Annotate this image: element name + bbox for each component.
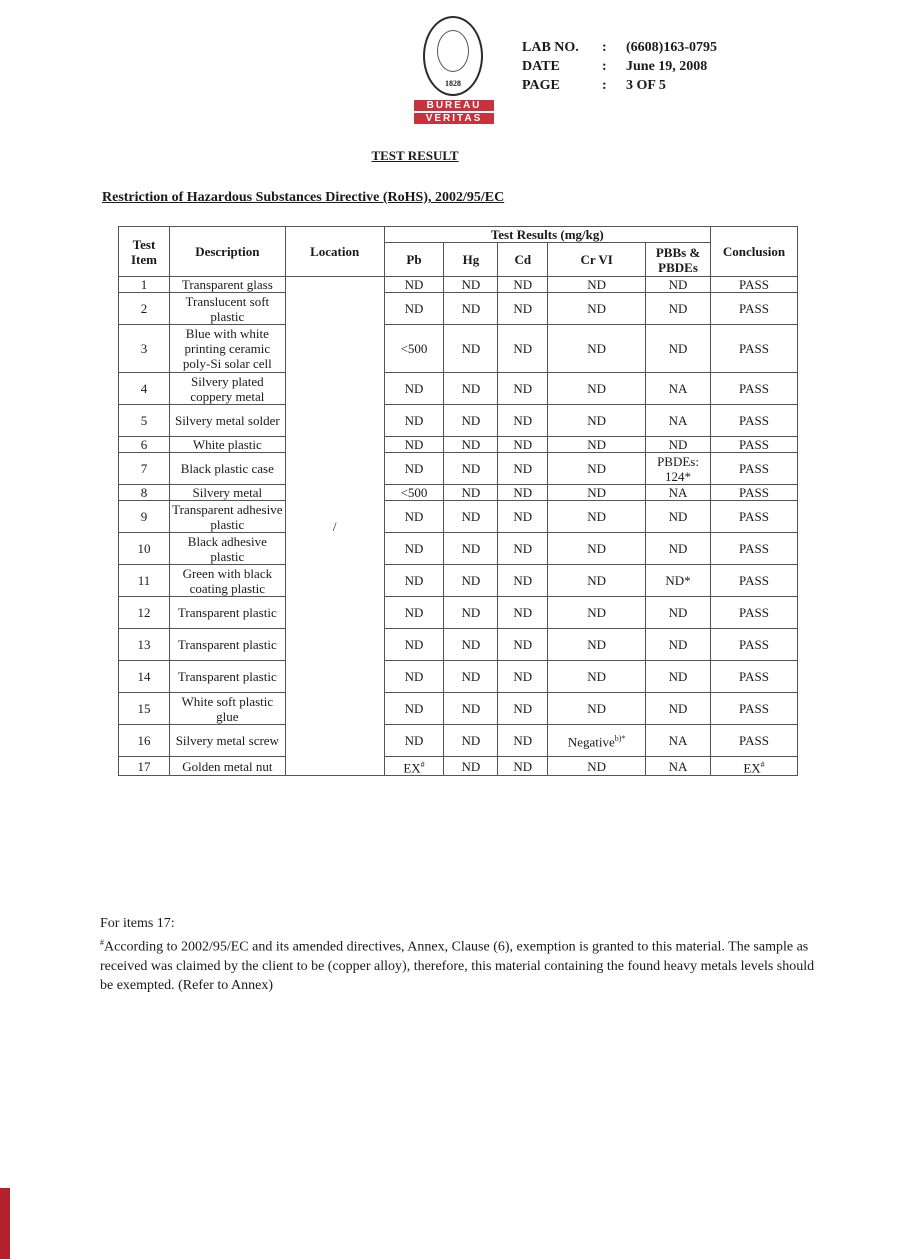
cell-value: ND xyxy=(668,277,688,292)
cell-description: Silvery metal screw xyxy=(169,725,285,757)
cell-pb xyxy=(384,501,444,533)
cell-concl xyxy=(711,725,798,757)
cell-value: ND xyxy=(404,733,424,748)
cell-value: ND xyxy=(404,605,424,620)
cell-pb xyxy=(384,757,444,776)
cell-value: ND* xyxy=(665,573,691,588)
cell-value: ND xyxy=(513,509,533,524)
table-row xyxy=(119,533,798,565)
cell-value: ND xyxy=(461,669,481,684)
cell-pbb xyxy=(646,629,711,661)
cell-cd xyxy=(498,693,548,725)
cell-test-item: 1 xyxy=(119,277,170,293)
cell-pbb xyxy=(646,597,711,629)
cell-test-item: 3 xyxy=(119,325,170,373)
table-row xyxy=(119,485,798,501)
cell-cd xyxy=(498,533,548,565)
cell-value: PASS xyxy=(739,509,769,524)
cell-value: ND xyxy=(587,605,607,620)
cell-test-item: 16 xyxy=(119,725,170,757)
cell-hg xyxy=(444,405,498,437)
cell-description: Transparent plastic xyxy=(169,629,285,661)
cell-test-item: 6 xyxy=(119,437,170,453)
cell-value: NA xyxy=(668,381,688,396)
cell-concl xyxy=(711,501,798,533)
cell-description: White soft plastic glue xyxy=(169,693,285,725)
cell-value: NA xyxy=(668,758,688,774)
brand-line-2: VERITAS xyxy=(414,113,494,124)
cell-value: ND xyxy=(587,701,607,716)
cell-pb xyxy=(384,597,444,629)
cell-test-item: 5 xyxy=(119,405,170,437)
cell-value: PASS xyxy=(739,381,769,396)
cell-pb xyxy=(384,661,444,693)
cell-description: Golden metal nut xyxy=(169,757,285,776)
cell-description: Transparent glass xyxy=(169,277,285,293)
page-value: 3 OF 5 xyxy=(626,78,666,93)
header-location: Location xyxy=(285,227,384,277)
table-row xyxy=(119,277,798,293)
table-row xyxy=(119,293,798,325)
cell-value: ND xyxy=(587,381,607,396)
cell-concl xyxy=(711,277,798,293)
cell-value: ND xyxy=(668,701,688,716)
cell-concl xyxy=(711,437,798,453)
cell-hg xyxy=(444,373,498,405)
cell-concl xyxy=(711,565,798,597)
page-row xyxy=(522,76,717,95)
cell-value: ND xyxy=(513,605,533,620)
footnote-marker: # xyxy=(100,938,104,947)
cell-pbb xyxy=(646,405,711,437)
cell-pbb xyxy=(646,437,711,453)
cell-pb xyxy=(384,373,444,405)
table-row xyxy=(119,597,798,629)
cell-value: NA xyxy=(668,413,688,428)
cell-hg xyxy=(444,565,498,597)
header-conclusion: Conclusion xyxy=(711,227,798,277)
cell-value: ND xyxy=(404,461,424,476)
cell-concl xyxy=(711,661,798,693)
cell-pbb xyxy=(646,501,711,533)
cell-concl xyxy=(711,325,798,373)
cell-value: ND xyxy=(587,437,607,452)
cell-value: ND xyxy=(513,437,533,452)
cell-value: ND xyxy=(404,509,424,524)
cell-value: ND xyxy=(461,701,481,716)
cell-value: ND xyxy=(587,301,607,316)
table-row xyxy=(119,453,798,485)
cell-value: ND xyxy=(461,605,481,620)
bureau-veritas-logo xyxy=(414,16,494,124)
cell-value: PASS xyxy=(739,341,769,356)
lab-no-value: (6608)163-0795 xyxy=(626,40,717,55)
colon: : xyxy=(602,40,607,55)
cell-test-item: 17 xyxy=(119,757,170,776)
cell-value: ND xyxy=(513,301,533,316)
cell-test-item: 13 xyxy=(119,629,170,661)
cell-description: Transparent plastic xyxy=(169,597,285,629)
header-description: Description xyxy=(169,227,285,277)
cell-value: ND xyxy=(404,541,424,556)
cell-pb xyxy=(384,453,444,485)
cell-crvi xyxy=(548,293,646,325)
cell-description: Transparent adhesive plastic xyxy=(169,501,285,533)
footnote-body xyxy=(100,933,830,995)
cell-value: PASS xyxy=(739,461,769,476)
cell-cd xyxy=(498,293,548,325)
cell-description: White plastic xyxy=(169,437,285,453)
cell-crvi xyxy=(548,405,646,437)
cell-crvi xyxy=(548,453,646,485)
cell-superscript: # xyxy=(760,760,765,769)
cell-hg xyxy=(444,629,498,661)
cell-test-item: 2 xyxy=(119,293,170,325)
cell-value: PASS xyxy=(739,733,769,748)
cell-value: PASS xyxy=(739,637,769,652)
cell-value: PASS xyxy=(739,437,769,452)
cell-value: ND xyxy=(404,573,424,588)
cell-cd xyxy=(498,437,548,453)
cell-test-item: 8 xyxy=(119,485,170,501)
cell-value: ND xyxy=(513,733,533,748)
table-row xyxy=(119,405,798,437)
date-row xyxy=(522,57,717,76)
cell-pbb xyxy=(646,373,711,405)
table-row xyxy=(119,501,798,533)
cell-value: ND xyxy=(461,509,481,524)
cell-pbb xyxy=(646,453,711,485)
brand-wordmark xyxy=(414,100,494,124)
cell-concl xyxy=(711,485,798,501)
cell-pbb xyxy=(646,533,711,565)
cell-cd xyxy=(498,485,548,501)
report-meta xyxy=(522,38,717,95)
cell-pb xyxy=(384,533,444,565)
table-row xyxy=(119,693,798,725)
cell-value: PASS xyxy=(739,701,769,716)
cell-value: PASS xyxy=(739,605,769,620)
header-pbbs-pbdes: PBBs & PBDEs xyxy=(646,243,711,277)
cell-cd xyxy=(498,565,548,597)
cell-crvi xyxy=(548,437,646,453)
table-row xyxy=(119,629,798,661)
header-test-results: Test Results (mg/kg) xyxy=(384,227,710,243)
cell-value: ND xyxy=(668,437,688,452)
table-row xyxy=(119,725,798,757)
cell-hg xyxy=(444,757,498,776)
header-cd: Cd xyxy=(498,243,548,277)
cell-description: Silvery metal solder xyxy=(169,405,285,437)
cell-value: ND xyxy=(461,758,481,774)
cell-description: Green with black coating plastic xyxy=(169,565,285,597)
cell-test-item: 4 xyxy=(119,373,170,405)
cell-value: ND xyxy=(587,669,607,684)
cell-description: Black plastic case xyxy=(169,453,285,485)
cell-hg xyxy=(444,277,498,293)
cell-location: / xyxy=(285,277,384,776)
header-crvi: Cr VI xyxy=(548,243,646,277)
seal-year: 1828 xyxy=(445,79,461,88)
cell-pbb xyxy=(646,725,711,757)
cell-value: ND xyxy=(461,301,481,316)
cell-value: ND xyxy=(461,541,481,556)
cell-crvi xyxy=(548,693,646,725)
cell-test-item: 9 xyxy=(119,501,170,533)
cell-value: ND xyxy=(461,277,481,292)
cell-value: Negative xyxy=(567,734,615,750)
cell-value: ND xyxy=(513,381,533,396)
cell-pb xyxy=(384,565,444,597)
cell-cd xyxy=(498,373,548,405)
cell-crvi xyxy=(548,533,646,565)
brand-line-1: BUREAU xyxy=(414,100,494,111)
cell-value: ND xyxy=(587,277,607,292)
results-table xyxy=(118,226,798,776)
footnote-text: According to 2002/95/EC and its amended directives, Annex, Clause (6), exemption is granted to this material. The sample as received was claimed by the client to be (copper alloy), therefore, this material containing the found heavy metals levels should be exempted. (Refer to Annex) xyxy=(100,939,815,993)
cell-cd xyxy=(498,277,548,293)
cell-crvi xyxy=(548,661,646,693)
cell-value: ND xyxy=(404,437,424,452)
table-row xyxy=(119,565,798,597)
cell-value: PASS xyxy=(739,485,769,500)
cell-value: ND xyxy=(404,381,424,396)
cell-value: ND xyxy=(587,637,607,652)
cell-value: ND xyxy=(404,277,424,292)
cell-pb xyxy=(384,725,444,757)
cell-cd xyxy=(498,501,548,533)
cell-concl xyxy=(711,533,798,565)
cell-test-item: 15 xyxy=(119,693,170,725)
cell-hg xyxy=(444,661,498,693)
cell-crvi xyxy=(548,757,646,776)
cell-value: ND xyxy=(668,301,688,316)
page-edge-stripe xyxy=(0,1188,10,1259)
cell-value: ND xyxy=(461,637,481,652)
cell-pbb xyxy=(646,693,711,725)
cell-test-item: 7 xyxy=(119,453,170,485)
cell-value: ND xyxy=(587,461,607,476)
cell-pb xyxy=(384,293,444,325)
cell-value: PASS xyxy=(739,301,769,316)
cell-value: ND xyxy=(587,541,607,556)
cell-cd xyxy=(498,453,548,485)
cell-value: ND xyxy=(461,461,481,476)
cell-crvi xyxy=(548,277,646,293)
cell-hg xyxy=(444,597,498,629)
date-label: DATE xyxy=(522,59,560,74)
cell-value: ND xyxy=(587,758,607,774)
cell-hg xyxy=(444,325,498,373)
cell-value: <500 xyxy=(400,341,428,356)
cell-value: ND xyxy=(404,701,424,716)
cell-pbb xyxy=(646,325,711,373)
cell-value: ND xyxy=(587,509,607,524)
cell-hg xyxy=(444,725,498,757)
cell-value: ND xyxy=(513,461,533,476)
table-row xyxy=(119,325,798,373)
cell-value: ND xyxy=(461,485,481,500)
cell-test-item: 14 xyxy=(119,661,170,693)
cell-cd xyxy=(498,757,548,776)
table-row xyxy=(119,437,798,453)
cell-value: ND xyxy=(668,341,688,356)
section-title: Restriction of Hazardous Substances Directive (RoHS), 2002/95/EC xyxy=(102,190,505,205)
footnotes xyxy=(100,914,830,995)
header-pb: Pb xyxy=(384,243,444,277)
cell-concl xyxy=(711,629,798,661)
results-table-body xyxy=(119,277,798,776)
cell-crvi xyxy=(548,565,646,597)
cell-concl xyxy=(711,293,798,325)
colon: : xyxy=(602,78,607,93)
lab-no-label: LAB NO. xyxy=(522,40,579,55)
cell-pb xyxy=(384,437,444,453)
cell-value: ND xyxy=(461,573,481,588)
cell-value: ND xyxy=(404,413,424,428)
cell-pbb xyxy=(646,661,711,693)
cell-value: ND xyxy=(668,605,688,620)
cell-concl xyxy=(711,373,798,405)
cell-cd xyxy=(498,597,548,629)
header-test-item: Test Item xyxy=(119,227,170,277)
cell-value: ND xyxy=(513,541,533,556)
seal-emblem-icon xyxy=(423,16,483,96)
cell-crvi xyxy=(548,485,646,501)
cell-pbb xyxy=(646,293,711,325)
cell-description: Black adhesive plastic xyxy=(169,533,285,565)
cell-description: Transparent plastic xyxy=(169,661,285,693)
cell-value: ND xyxy=(668,637,688,652)
cell-value: PASS xyxy=(739,413,769,428)
cell-hg xyxy=(444,693,498,725)
cell-value: PASS xyxy=(739,573,769,588)
cell-value: ND xyxy=(404,301,424,316)
cell-value: PASS xyxy=(739,541,769,556)
cell-pbb xyxy=(646,565,711,597)
cell-value: ND xyxy=(513,637,533,652)
cell-pbb xyxy=(646,757,711,776)
date-value: June 19, 2008 xyxy=(626,59,708,74)
cell-value: <500 xyxy=(400,485,428,500)
cell-test-item: 11 xyxy=(119,565,170,597)
cell-value: ND xyxy=(461,413,481,428)
lab-no-row xyxy=(522,38,717,57)
cell-crvi xyxy=(548,597,646,629)
page-label: PAGE xyxy=(522,78,560,93)
cell-value: ND xyxy=(461,437,481,452)
cell-hg xyxy=(444,293,498,325)
cell-value: ND xyxy=(513,669,533,684)
cell-superscript: b)* xyxy=(614,734,626,744)
cell-crvi xyxy=(548,629,646,661)
cell-value: PBDEs: 124* xyxy=(657,453,699,484)
cell-concl xyxy=(711,453,798,485)
cell-test-item: 12 xyxy=(119,597,170,629)
cell-pb xyxy=(384,629,444,661)
cell-value: ND xyxy=(587,485,607,500)
cell-hg xyxy=(444,533,498,565)
cell-value: ND xyxy=(587,341,607,356)
cell-cd xyxy=(498,725,548,757)
cell-value: ND xyxy=(461,733,481,748)
cell-value: ND xyxy=(461,341,481,356)
cell-value: ND xyxy=(668,541,688,556)
cell-cd xyxy=(498,325,548,373)
cell-cd xyxy=(498,629,548,661)
table-row xyxy=(119,661,798,693)
cell-crvi xyxy=(548,725,646,757)
cell-value: ND xyxy=(668,669,688,684)
cell-crvi xyxy=(548,501,646,533)
cell-pb xyxy=(384,325,444,373)
cell-crvi xyxy=(548,373,646,405)
cell-value: ND xyxy=(513,277,533,292)
cell-hg xyxy=(444,485,498,501)
cell-value: ND xyxy=(513,701,533,716)
cell-value: ND xyxy=(404,637,424,652)
cell-value: ND xyxy=(513,341,533,356)
cell-pb xyxy=(384,277,444,293)
cell-concl xyxy=(711,597,798,629)
cell-pbb xyxy=(646,485,711,501)
cell-value: ND xyxy=(587,413,607,428)
cell-test-item: 10 xyxy=(119,533,170,565)
cell-superscript: # xyxy=(420,760,425,769)
cell-pb xyxy=(384,485,444,501)
cell-pb xyxy=(384,693,444,725)
cell-pbb xyxy=(646,277,711,293)
table-row xyxy=(119,373,798,405)
cell-concl xyxy=(711,693,798,725)
cell-value: ND xyxy=(513,413,533,428)
cell-hg xyxy=(444,501,498,533)
cell-pb xyxy=(384,405,444,437)
cell-value: ND xyxy=(513,485,533,500)
cell-value: NA xyxy=(668,733,688,748)
cell-description: Translucent soft plastic xyxy=(169,293,285,325)
cell-hg xyxy=(444,453,498,485)
cell-concl xyxy=(711,757,798,776)
cell-value: ND xyxy=(668,509,688,524)
header-hg: Hg xyxy=(444,243,498,277)
cell-hg xyxy=(444,437,498,453)
cell-crvi xyxy=(548,325,646,373)
cell-description: Silvery plated coppery metal xyxy=(169,373,285,405)
cell-value: PASS xyxy=(739,669,769,684)
cell-value: EX xyxy=(743,760,761,776)
cell-cd xyxy=(498,661,548,693)
colon: : xyxy=(602,59,607,74)
cell-value: EX xyxy=(403,760,421,776)
cell-value: ND xyxy=(513,573,533,588)
table-row xyxy=(119,757,798,776)
footnote-intro: For items 17: xyxy=(100,916,175,931)
cell-value: ND xyxy=(461,381,481,396)
cell-value: ND xyxy=(587,573,607,588)
cell-description: Blue with white printing ceramic poly-Si solar cell xyxy=(169,325,285,373)
cell-value: NA xyxy=(668,485,688,500)
cell-value: ND xyxy=(404,669,424,684)
cell-concl xyxy=(711,405,798,437)
cell-cd xyxy=(498,405,548,437)
cell-value: PASS xyxy=(739,277,769,292)
page-title: TEST RESULT xyxy=(371,148,459,163)
cell-description: Silvery metal xyxy=(169,485,285,501)
cell-value: ND xyxy=(513,758,533,774)
